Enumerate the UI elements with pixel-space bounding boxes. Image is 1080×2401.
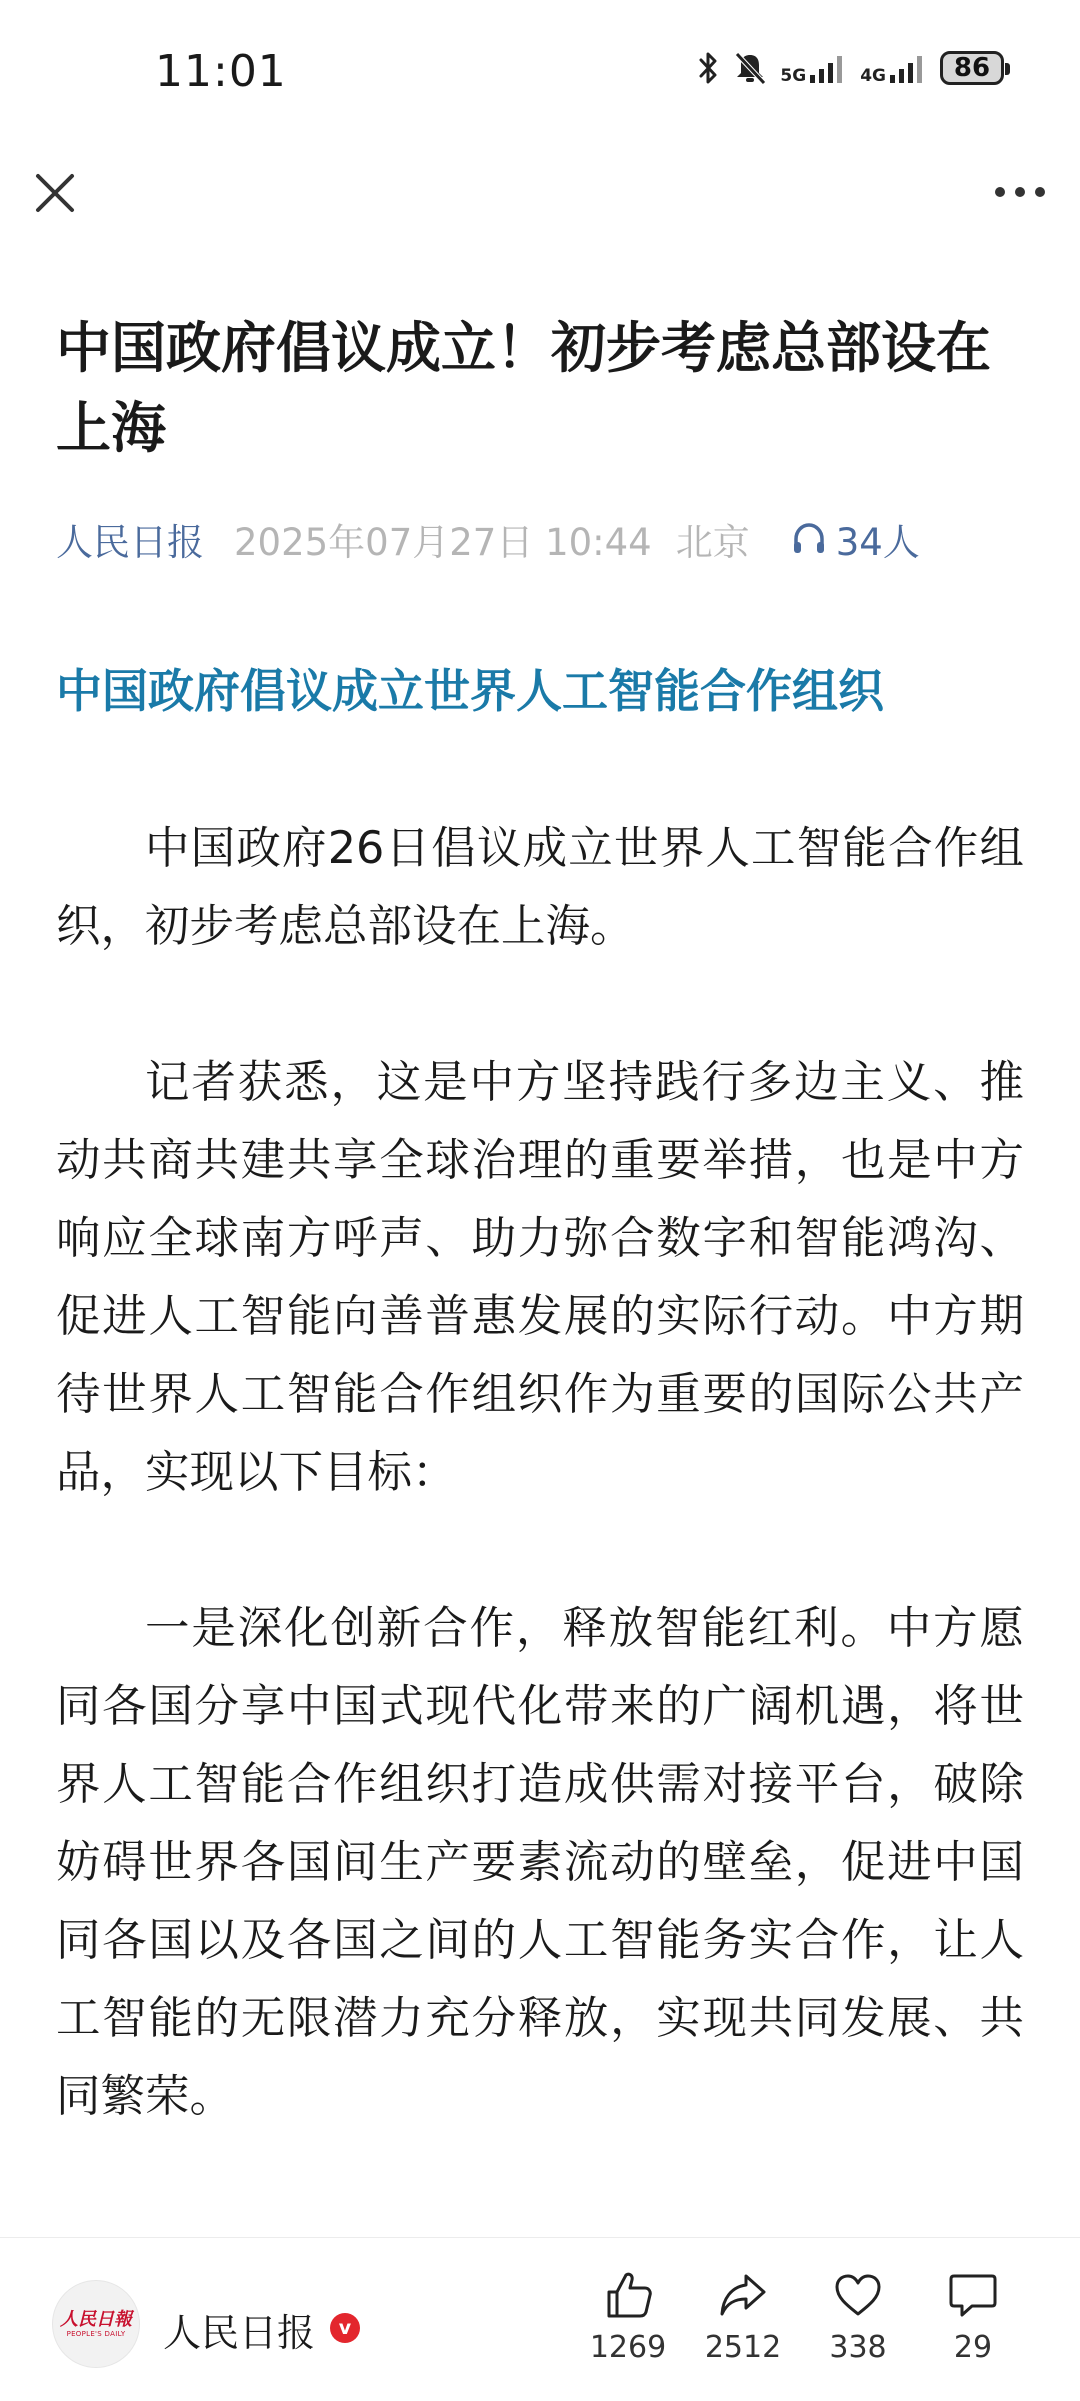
author-avatar[interactable] (52, 2280, 140, 2368)
paragraph: 一是深化创新合作，释放智能红利。中方愿同各国分享中国式现代化带来的广阔机遇，将世界人工智能合作组织打造成供需对接平台，破除妨碍世界各国间生产要素流动的壁垒，促进中国同各国以及各国之间的人工智能务实合作，让人工智能的无限潜力充分释放，实现共同发展、共同繁荣。 (56, 1603, 1024, 2122)
verified-badge: v (330, 2313, 360, 2343)
listen-button[interactable] (790, 512, 920, 566)
paragraph: 中国政府26日倡议成立世界人工智能合作组织，初步考虑总部设在上海。 (56, 823, 1024, 952)
like-count: 1269 (589, 2330, 667, 2365)
favorite-count: 338 (829, 2330, 887, 2365)
share-icon (716, 2268, 770, 2322)
signal-5g (780, 51, 848, 85)
article-subtitle: 中国政府倡议成立世界人工智能合作组织 (56, 664, 884, 718)
thumbs-up-icon (601, 2268, 655, 2322)
share-button[interactable] (688, 2268, 798, 2365)
publish-date: 2025年07月27日 10:44 (234, 521, 652, 564)
signal-icon (808, 51, 848, 85)
article-body (56, 810, 1024, 2214)
more-button[interactable] (990, 172, 1050, 212)
close-icon (30, 168, 80, 218)
like-button[interactable] (573, 2268, 683, 2365)
comment-count: 29 (953, 2330, 993, 2365)
signal-icon (888, 51, 928, 85)
status-time: 11:01 (155, 46, 287, 97)
article-title: 中国政府倡议成立！初步考虑总部设在上海 (56, 316, 992, 460)
article-meta (56, 512, 920, 566)
signal-4g (860, 51, 928, 85)
favorite-button[interactable] (803, 2268, 913, 2365)
more-icon (990, 172, 1050, 212)
share-count: 2512 (704, 2330, 782, 2365)
bluetooth-icon (696, 51, 720, 85)
battery-icon: 86 (940, 51, 1004, 85)
comment-button[interactable] (918, 2268, 1028, 2365)
close-button[interactable] (30, 168, 80, 218)
heart-icon (831, 2268, 885, 2322)
author-logo-subtext: PEOPLE'S DAILY (66, 2329, 126, 2338)
bottom-action-bar (0, 2237, 1080, 2401)
paragraph: 记者获悉，这是中方坚持践行多边主义、推动共商共建共享全球治理的重要举措，也是中方响应全球南方呼声、助力弥合数字和智能鸿沟、促进人工智能向善普惠发展的实际行动。中方期待世界人工智能合作组织作为重要的国际公共产品，实现以下目标： (56, 1057, 1024, 1498)
listener-count: 34人 (835, 521, 920, 564)
network-label-5g: 5G (780, 66, 807, 86)
author-logo-text: 人民日報 (60, 2308, 132, 2330)
mute-icon (732, 50, 768, 86)
comment-icon (946, 2268, 1000, 2322)
status-bar (0, 0, 1080, 150)
headphones-icon (790, 520, 828, 558)
source-link[interactable]: 人民日报 (56, 521, 204, 564)
status-icons (696, 50, 1004, 86)
network-label-4g: 4G (860, 66, 886, 86)
author-name[interactable]: 人民日报 (163, 2311, 316, 2355)
publish-location: 北京 (675, 521, 750, 564)
